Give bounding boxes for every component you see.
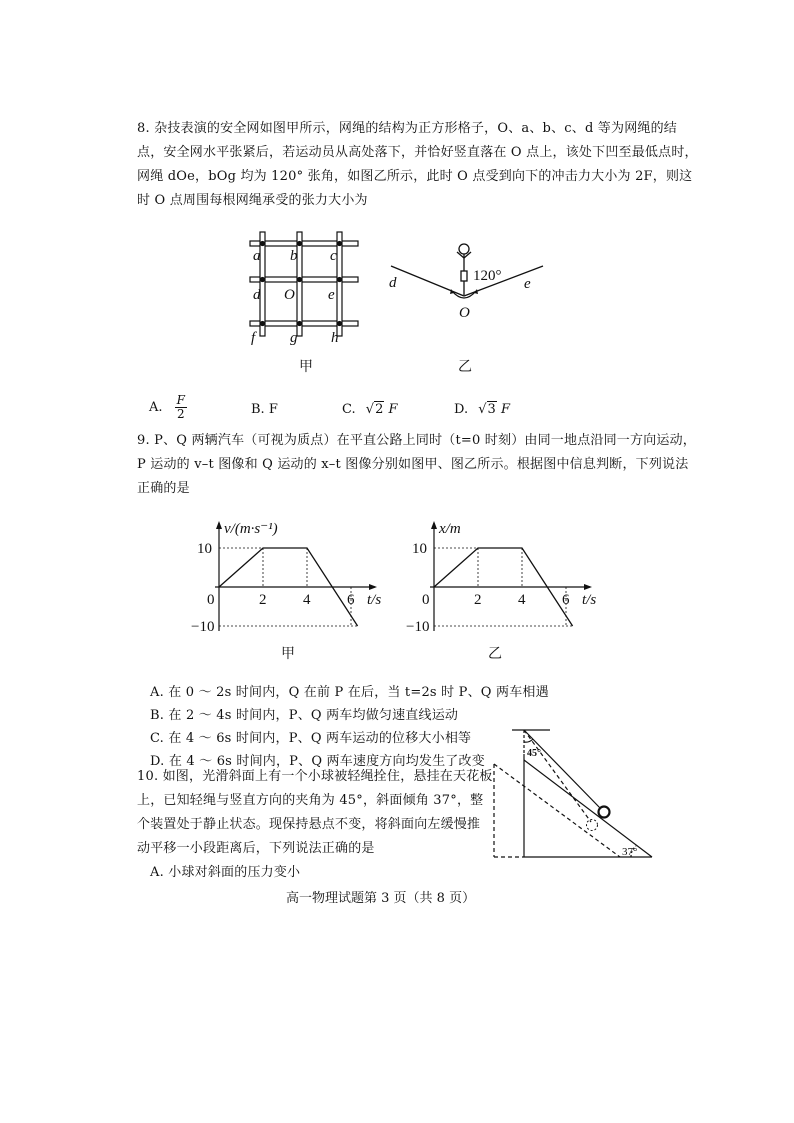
q10-line-4: 动平移一小段距离后，下列说法正确的是 [137,841,375,856]
yi-label-O: O [459,305,470,321]
q9-line-1: 9. P、Q 两辆汽车（可视为质点）在平直公路上同时（t=0 时刻）由同一地点沿同一方向运动， [137,433,696,448]
q9-option-a[interactable]: A. 在 0 ～ 2s 时间内，Q 在前 P 在后，当 t=2s 时 P、Q 两车相遇 [150,685,549,700]
q9-option-b[interactable]: B. 在 2 ～ 4s 时间内，P、Q 两车均做匀速直线运动 [150,708,459,723]
q9-text [137,429,696,501]
q8-option-a[interactable]: A. $\frac{F}{2}$ [149,393,185,421]
y-tick-label: −10 [191,619,215,635]
q8-figure-yi [385,238,550,323]
y-tick-label: 10 [197,541,212,557]
q10-line-1: 10. 如图，光滑斜面上有一个小球被轻绳拴住，悬挂在天花板 [137,769,493,784]
yi-label-e: e [524,276,531,292]
x-tick-label: 2 [259,592,267,608]
x-axis-label: t/s [582,592,597,608]
q10-angle-37: 37° [622,846,638,858]
q10-figure-incline [490,726,660,862]
q9-chart-jia [185,513,395,643]
q8-text [137,117,698,213]
q10-line-2: 上，已知轻绳与竖直方向的夹角为 45°，斜面倾角 37°，整 [137,793,484,808]
x-axis-arrow [584,584,592,590]
sqrt-3: √3 [478,402,496,417]
label-b: b [290,248,298,264]
y-tick-label: 10 [412,541,427,557]
q8-line-3: 网绳 dOe，bOg 均为 120° 张角，如图乙所示，此时 O 点受到向下的冲击力大小为 2F，则这 [137,169,693,184]
label-d: d [253,287,261,303]
q8-line-4: 时 O 点周围每根网绳承受的张力大小为 [137,193,368,208]
q8-line-2: 点，安全网水平张紧后，若运动员从高处落下，并恰好竖直落在 O 点上，该处下凹至最低点时， [137,145,698,160]
q9-caption-yi: 乙 [488,646,502,662]
x-tick-label: 0 [422,592,430,608]
yi-label-d: d [389,275,397,291]
q9-caption-jia: 甲 [281,646,295,662]
q9-options [150,681,549,773]
y-axis-arrow [431,521,437,529]
q8-option-c[interactable]: C. √2 F [342,402,398,417]
y-tick-label: −10 [406,619,430,635]
q9-chart-yi [400,513,610,643]
x-axis-label: t/s [367,592,382,608]
q9-line-2: P 运动的 v–t 图像和 Q 运动的 x–t 图像分别如图甲、图乙所示。根据图中信息判断，下列说法 [137,457,689,472]
x-tick-label: 6 [347,592,355,608]
label-h: h [331,330,339,346]
label-c: c [330,248,337,264]
x-tick-label: 6 [562,592,570,608]
label-a: a [253,248,261,264]
q8-line-1: 8. 杂技表演的安全网如图甲所示，网绳的结构为正方形格子，O、a、b、c、d 等为网绳的结 [137,121,678,136]
label-O: O [284,287,295,303]
y-axis-arrow [216,521,222,529]
q8-caption-yi: 乙 [458,359,472,375]
x-axis-arrow [369,584,377,590]
x-tick-label: 2 [474,592,482,608]
page-footer: 高一物理试题第 3 页（共 8 页） [286,891,476,906]
yi-angle-120: 120° [473,268,502,284]
q8-option-b[interactable]: B. F [251,402,278,417]
q9-line-3: 正确的是 [137,481,190,496]
label-f: f [251,330,256,346]
q8-option-d[interactable]: D. √3 F [454,402,510,417]
x-tick-label: 4 [518,592,526,608]
sqrt-2: √2 [365,402,384,417]
y-axis-label: x/m [439,521,461,537]
fraction-f-over-2: $\frac{F}{2}$ [176,393,185,421]
x-tick-label: 0 [207,592,215,608]
q8-caption-jia: 甲 [299,359,313,375]
q10-text [137,765,493,885]
q9-option-c[interactable]: C. 在 4 ～ 6s 时间内，P、Q 两车运动的位移大小相等 [150,731,472,746]
q10-option-a[interactable]: A. 小球对斜面的压力变小 [150,865,301,880]
x-tick-label: 4 [303,592,311,608]
label-g: g [290,330,298,346]
label-e: e [328,287,335,303]
q8-figure-jia [244,226,364,351]
q9-option-d[interactable]: D. 在 4 ～ 6s 时间内，P、Q 两车速度方向均发生了改变 [150,754,485,769]
y-axis-label: v/(m·s⁻¹) [224,521,278,537]
q10-angle-45: 45° [527,748,541,759]
q10-line-3: 个装置处于静止状态。现保持悬点不变，将斜面向左缓慢推 [137,817,481,832]
